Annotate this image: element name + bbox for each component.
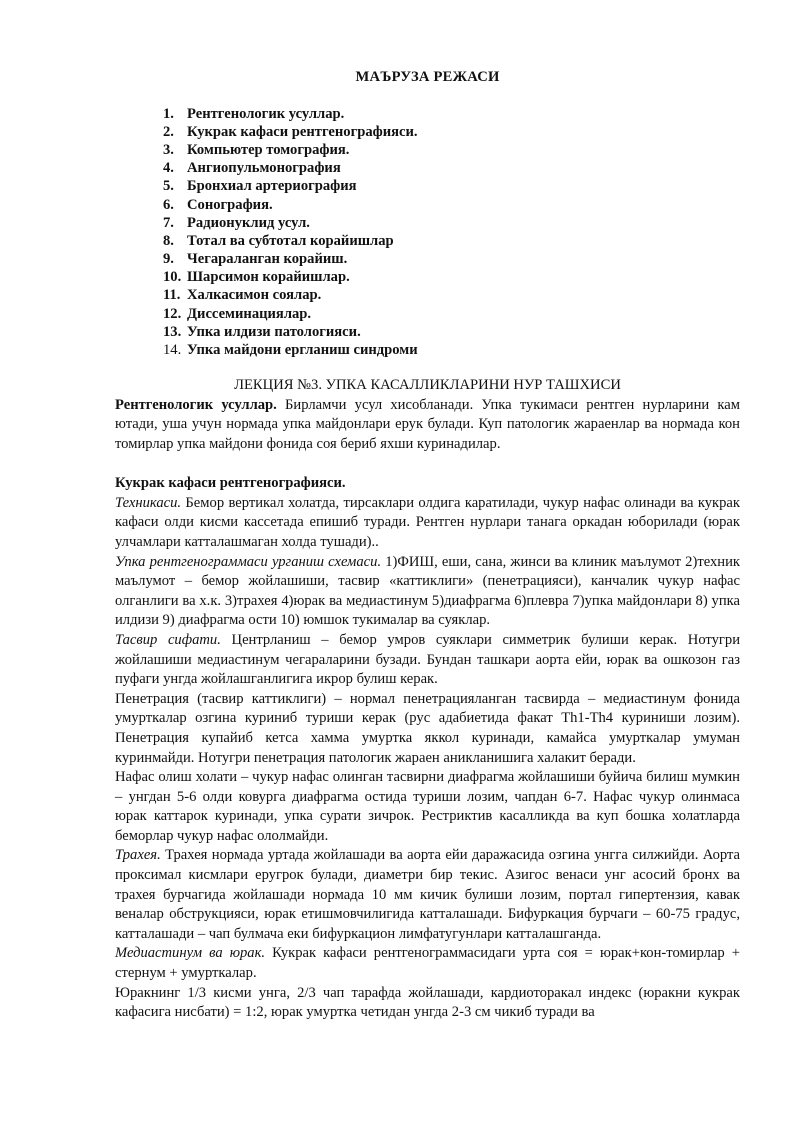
paragraph-trachea bbox=[115, 846, 740, 944]
document-page bbox=[115, 68, 740, 1023]
list-number: 4. bbox=[163, 160, 174, 177]
list-number: 11. bbox=[163, 287, 181, 304]
paragraph-label: Упка рентгенограммаси урганиш схемаси. bbox=[115, 553, 382, 570]
list-number: 9. bbox=[163, 251, 174, 268]
paragraph-methods bbox=[115, 396, 740, 455]
section-heading: Рентгенологик усуллар. bbox=[115, 396, 277, 413]
list-item bbox=[163, 105, 740, 123]
list-text: Чегараланган корайиш. bbox=[187, 251, 348, 268]
paragraph-text: Бемор вертикал холатда, тирсаклари олдига каратилади, чукур нафас олинади ва кукрак кафаси олди кисми кассетада епишиб туради. Рентген нурлари танага оркадан юборилади (юрак улчамлари катталашмаган холда тушади).. bbox=[115, 494, 740, 550]
paragraph-mediastinum bbox=[115, 944, 740, 983]
list-item bbox=[163, 232, 740, 250]
list-item bbox=[163, 196, 740, 214]
list-item bbox=[163, 250, 740, 268]
list-number: 14. bbox=[163, 342, 182, 359]
list-text: Шарсимон корайишлар. bbox=[187, 269, 350, 286]
list-item bbox=[163, 177, 740, 195]
list-text: Радионуклид усул. bbox=[187, 214, 310, 231]
paragraph-label: Медиастинум ва юрак. bbox=[115, 945, 266, 962]
paragraph-penetration: Пенетрация (тасвир каттиклиги) – нормал пенетрацияланган тасвирда – медиастинум фонида умурткалар озгина куриниб туриши керак (рус адабиетида факат Th1-Th4 куриниши лозим). Пенетрация купайиб кетса хамма умуртка яккол куринади, камайса умурткалар умуман куринмайди. Нотугри пенетрация патологик жараен аникланишига халакит беради. bbox=[115, 690, 740, 766]
list-item bbox=[163, 323, 740, 341]
list-item bbox=[163, 141, 740, 159]
list-number: 13. bbox=[163, 323, 182, 340]
list-number: 2. bbox=[163, 123, 174, 140]
list-text: Упка майдони ергланиш синдроми bbox=[187, 342, 418, 359]
list-item bbox=[163, 286, 740, 304]
list-item bbox=[163, 159, 740, 177]
list-number: 3. bbox=[163, 141, 174, 158]
list-text: Кукрак кафаси рентгенографияси. bbox=[187, 123, 418, 140]
paragraph-text: 1)ФИШ, еши, сана, жинси ва клиник маълумот 2)техник маълумот – бемор жойлашиши, тасвир «каттиклиги» (пенетрацияси), канчалик чукур нафас олганлиги ва х.к. 3)трахея 4)юрак ва медиастинум 5)диафрагма 6)плевра 7)упка майдонлари 8) упка илдизи 9) диафрагма ости 10) юмшок тукималар ва суяклар. bbox=[115, 553, 740, 629]
list-item bbox=[163, 341, 740, 359]
list-number: 12. bbox=[163, 305, 182, 322]
list-text: Бронхиал артериография bbox=[187, 178, 357, 195]
list-number: 5. bbox=[163, 178, 174, 195]
list-item bbox=[163, 123, 740, 141]
list-number: 1. bbox=[163, 105, 174, 122]
plan-title: МАЪРУЗА РЕЖАСИ bbox=[355, 69, 500, 85]
list-text: Рентгенологик усуллар. bbox=[187, 105, 345, 122]
list-number: 8. bbox=[163, 232, 174, 249]
paragraph-heart: Юракнинг 1/3 кисми унга, 2/3 чап тарафда жойлашади, кардиоторакал индекс (юракни кукрак кафасига нисбати) = 1:2, юрак умуртка четидан унгда 2-3 см чикиб туради ва bbox=[115, 984, 740, 1021]
list-item bbox=[163, 268, 740, 286]
spacer bbox=[115, 455, 740, 475]
paragraph-text: Кукрак кафаси рентгенограммасидаги урта соя = юрак+кон-томирлар + стернум + умурткалар. bbox=[115, 945, 740, 982]
list-text: Сонография. bbox=[187, 196, 273, 213]
lecture-plan-list bbox=[115, 105, 740, 360]
list-number: 10. bbox=[163, 269, 182, 286]
paragraph-label: Трахея. bbox=[115, 847, 161, 864]
paragraph-text: Бирламчи усул хисобланади. Упка тукимаси рентген нурларини кам ютади, уша учун нормада упка майдонлари ерук булади. Куп патологик жараенлар ва нормада кон томирлар упка майдони фонида соя бериб яхши куринадилар. bbox=[115, 396, 740, 452]
paragraph-label: Техникаси. bbox=[115, 494, 182, 511]
list-text: Упка илдизи патологияси. bbox=[187, 323, 361, 340]
lecture-title: ЛЕКЦИЯ №3. УПКА КАСАЛЛИКЛАРИНИ НУР ТАШХИСИ bbox=[234, 377, 621, 394]
paragraph-quality bbox=[115, 631, 740, 690]
list-text: Диссеминациялар. bbox=[187, 305, 312, 322]
section-heading: Кукрак кафаси рентгенографияси. bbox=[115, 475, 346, 492]
list-text: Компьютер томография. bbox=[187, 141, 350, 158]
paragraph-label: Тасвир сифати. bbox=[115, 631, 221, 648]
list-item bbox=[163, 214, 740, 232]
list-text: Тотал ва субтотал корайишлар bbox=[187, 232, 394, 249]
paragraph-text: Трахея нормада уртада жойлашади ва аорта ейи даражасида озгина унгга силжийди. Аорта проксимал кисмлари еругрок булади, диаметри бир текис. Азигос венаси унг асосий бронх ва трахея бурчагида жойлашади нормада 10 мм кичик булиши лозим, портал гипертензия, кавак веналар обструкцияси, юрак етишмовчилигида катталашади. Бифуркация бурчаги – 60-75 градус, катталашади – чап булмача еки бифуркацион лимфатугунлари катталашганда. bbox=[115, 847, 740, 942]
list-item bbox=[163, 305, 740, 323]
paragraph-text: Центрланиш – бемор умров суяклари симметрик булиши керак. Нотугри жойлашиши медиастинум чегараларини бузади. Бундан ташкари аорта ейи, юрак ва ошкозон газ пуфаги унгда жойлашганлигига икрор булиш керак. bbox=[115, 631, 741, 688]
list-text: Ангиопульмонография bbox=[187, 160, 341, 177]
list-number: 6. bbox=[163, 196, 174, 213]
paragraph-scheme bbox=[115, 553, 740, 631]
paragraph-technique bbox=[115, 494, 740, 553]
list-text: Халкасимон соялар. bbox=[187, 287, 322, 304]
paragraph-breath: Нафас олиш холати – чукур нафас олинган тасвирни диафрагма жойлашиши буйича билиш мумкин – унгдан 5-6 олди ковурга диафрагма остида туриши лозим, чапдан 6-7. Нафас чукур олинмаса юрак каттарок куринади, упка сурати зичрок. Рестриктив касалликда ва куп бошка холатларда беморлар чукур нафас ололмайди. bbox=[115, 769, 740, 844]
list-number: 7. bbox=[163, 214, 174, 231]
